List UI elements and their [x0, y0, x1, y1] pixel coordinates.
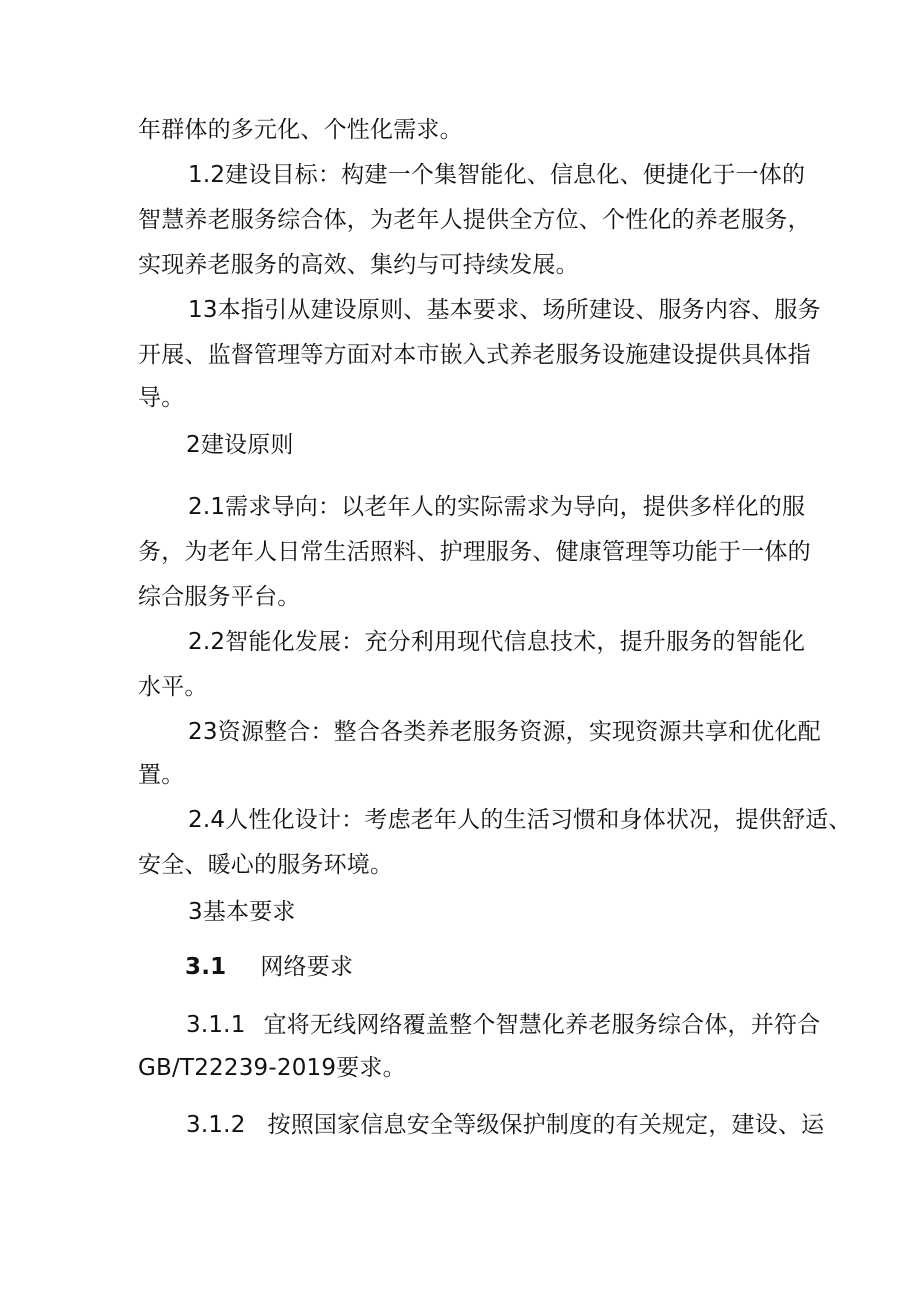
heading-text: 网络要求: [260, 954, 354, 980]
paragraph-2-3-line-2: [138, 760, 184, 790]
paragraph-3-1-1-line-2: [138, 1053, 406, 1083]
text-line: 23资源整合：整合各类养老服务资源，实现资源共享和优化配: [188, 719, 821, 745]
paragraph-1-2-line-2: [138, 205, 811, 235]
text-line: 2.4人性化设计：考虑老年人的生活习惯和身体状况，提供舒适、: [188, 807, 852, 833]
text-line: 综合服务平台。: [138, 584, 301, 610]
paragraph-2-2-line-2: [138, 672, 208, 702]
paragraph-1-2-line-3: [138, 250, 579, 280]
paragraph-2-3-line-1: [188, 717, 821, 747]
paragraph-2-1-line-2: [138, 537, 811, 567]
text-line: 按照国家信息安全等级保护制度的有关规定，建设、运: [267, 1112, 825, 1138]
paragraph-1-3-line-1: [188, 295, 821, 325]
text-line: 务，为老年人日常生活照料、护理服务、健康管理等功能于一体的: [138, 539, 811, 565]
paragraph-2-4-line-1: [188, 805, 852, 835]
subsection-heading-3-1: [185, 952, 353, 982]
paragraph-2-1-line-3: [138, 582, 300, 612]
text-line: GB/T22239-2019要求。: [138, 1055, 406, 1081]
clause-number: 3.1.2: [186, 1112, 246, 1138]
text-line: 13本指引从建设原则、基本要求、场所建设、服务内容、服务: [188, 297, 821, 323]
text-line: 开展、监督管理等方面对本市嵌入式养老服务设施建设提供具体指: [138, 342, 811, 368]
paragraph-1-2-line-1: [188, 160, 805, 190]
paragraph-2-4-line-2: [138, 850, 393, 880]
text-line: 导。: [138, 385, 185, 411]
paragraph-1-3-line-2: [138, 340, 811, 370]
text-line: 2.1需求导向：以老年人的实际需求为导向，提供多样化的服: [188, 494, 806, 520]
section-heading-2: [186, 430, 294, 460]
heading-number: 3.1: [185, 954, 227, 980]
text-line: 2.2智能化发展：充分利用现代信息技术，提升服务的智能化: [188, 629, 806, 655]
section-heading-3: [188, 897, 296, 927]
paragraph-2-1-line-1: [188, 492, 805, 522]
paragraph-3-1-1-line-1: [186, 1010, 820, 1040]
text-line: 置。: [138, 762, 185, 788]
text-line: 水平。: [138, 674, 208, 700]
text-line: 宜将无线网络覆盖整个智慧化养老服务综合体，并符合: [263, 1012, 821, 1038]
paragraph-continuation: [138, 115, 463, 145]
text-line: 安全、暖心的服务环境。: [138, 852, 394, 878]
text-line: 智慧养老服务综合体，为老年人提供全方位、个性化的养老服务，: [138, 207, 811, 233]
text-line: 年群体的多元化、个性化需求。: [138, 117, 463, 143]
text-line: 实现养老服务的高效、集约与可持续发展。: [138, 252, 579, 278]
paragraph-3-1-2-line-1: [186, 1110, 824, 1140]
paragraph-1-3-line-3: [138, 383, 184, 413]
heading-text: 2建设原则: [186, 432, 294, 458]
text-line: 1.2建设目标：构建一个集智能化、信息化、便捷化于一体的: [188, 162, 806, 188]
heading-text: 3基本要求: [188, 899, 296, 925]
clause-number: 3.1.1: [186, 1012, 246, 1038]
paragraph-2-2-line-1: [188, 627, 805, 657]
